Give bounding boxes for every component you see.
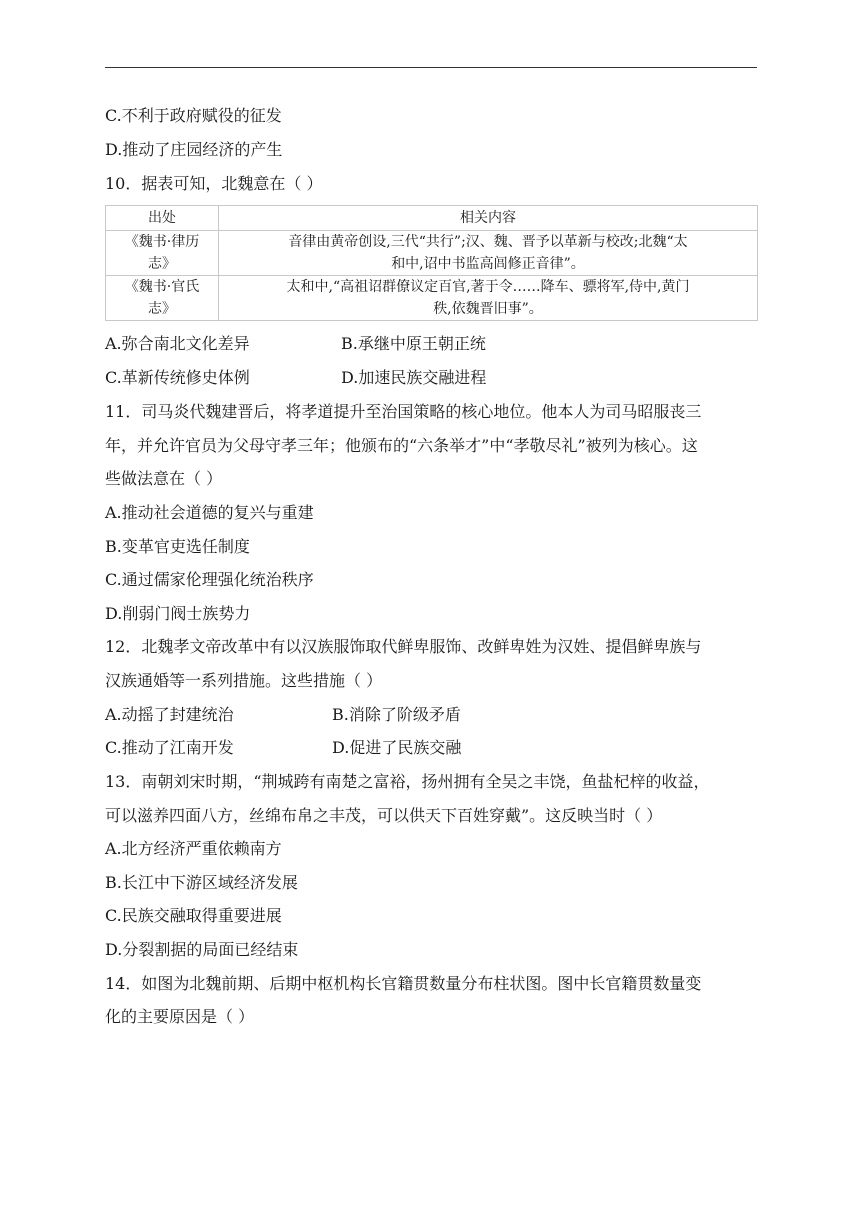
- table-cell-content: [219, 231, 758, 276]
- q12-option-a: A.动摇了封建统治: [105, 705, 234, 724]
- table-header-content: 相关内容: [219, 206, 758, 231]
- q10-option-a: A.弥合南北文化差异: [105, 334, 250, 353]
- table-header-source: 出处: [106, 206, 219, 231]
- table-cell-content: [219, 276, 758, 321]
- q11-stem-line-1: 11．司马炎代魏建晋后，将孝道提升至治国策略的核心地位。他本人为司马昭服丧三: [105, 402, 702, 421]
- q12-stem-line-2: 汉族通婚等一系列措施。这些措施（ ）: [105, 671, 383, 690]
- q12-stem-line-1: 12．北魏孝文帝改革中有以汉族服饰取代鲜卑服饰、改鲜卑姓为汉姓、提倡鲜卑族与: [105, 637, 702, 656]
- q9-option-c: C.不利于政府赋役的征发: [105, 106, 282, 125]
- cell-line: 和中,诏中书监高闾修正音律”。: [391, 256, 585, 272]
- q10-stem: 10．据表可知，北魏意在（ ）: [105, 174, 323, 193]
- cell-line: 音律由黄帝创设,三代“共行”;汉、魏、晋予以革新与校改;北魏“太: [288, 234, 688, 250]
- table-header-row: [106, 206, 758, 231]
- table-cell-source: [106, 231, 219, 276]
- cell-line: 《魏书·律历: [124, 234, 200, 250]
- q11-stem-line-2: 年，并允许官员为父母守孝三年；他颁布的“六条举才”中“孝敬尽礼”被列为核心。这: [105, 436, 698, 455]
- q10-option-b: B.承继中原王朝正统: [341, 334, 486, 353]
- q13-option-a: A.北方经济严重依赖南方: [105, 839, 282, 858]
- q13-option-d: D.分裂割据的局面已经结束: [105, 940, 299, 959]
- q10-option-c: C.革新传统修史体例: [105, 368, 250, 387]
- header-rule: [105, 67, 757, 68]
- q11-stem-line-3: 些做法意在（ ）: [105, 469, 223, 488]
- q9-option-d: D.推动了庄园经济的产生: [105, 140, 283, 159]
- q12-option-d: D.促进了民族交融: [332, 738, 462, 757]
- q10-source-table: [105, 205, 758, 321]
- q12-option-b: B.消除了阶级矛盾: [332, 705, 461, 724]
- q11-option-d: D.削弱门阀士族势力: [105, 604, 251, 623]
- table-cell-source: [106, 276, 219, 321]
- q13-stem-line-2: 可以滋养四面八方，丝绵布帛之丰茂，可以供天下百姓穿戴”。这反映当时（ ）: [105, 806, 663, 825]
- q14-stem-line-2: 化的主要原因是（ ）: [105, 1007, 255, 1026]
- cell-line: 太和中,“高祖诏群僚议定百官,著于令……降车、骠将军,侍中,黄门: [286, 279, 690, 295]
- q13-option-c: C.民族交融取得重要进展: [105, 906, 282, 925]
- cell-line: 志》: [148, 256, 176, 272]
- q13-option-b: B.长江中下游区域经济发展: [105, 873, 298, 892]
- q13-stem-line-1: 13．南朝刘宋时期，“荆城跨有南楚之富裕，扬州拥有全吴之丰饶，鱼盐杞梓的收益，: [105, 772, 710, 791]
- q11-option-a: A.推动社会道德的复兴与重建: [105, 503, 314, 522]
- cell-line: 志》: [148, 301, 176, 317]
- q10-option-d: D.加速民族交融进程: [341, 368, 487, 387]
- cell-line: 《魏书·官氏: [124, 279, 200, 295]
- table-row: [106, 231, 758, 276]
- cell-line: 秩,依魏晋旧事”。: [433, 301, 543, 317]
- q11-option-b: B.变革官吏选任制度: [105, 537, 250, 556]
- q14-stem-line-1: 14．如图为北魏前期、后期中枢机构长官籍贯数量分布柱状图。图中长官籍贯数量变: [105, 974, 702, 993]
- table-row: [106, 276, 758, 321]
- q12-option-c: C.推动了江南开发: [105, 738, 234, 757]
- q11-option-c: C.通过儒家伦理强化统治秩序: [105, 570, 314, 589]
